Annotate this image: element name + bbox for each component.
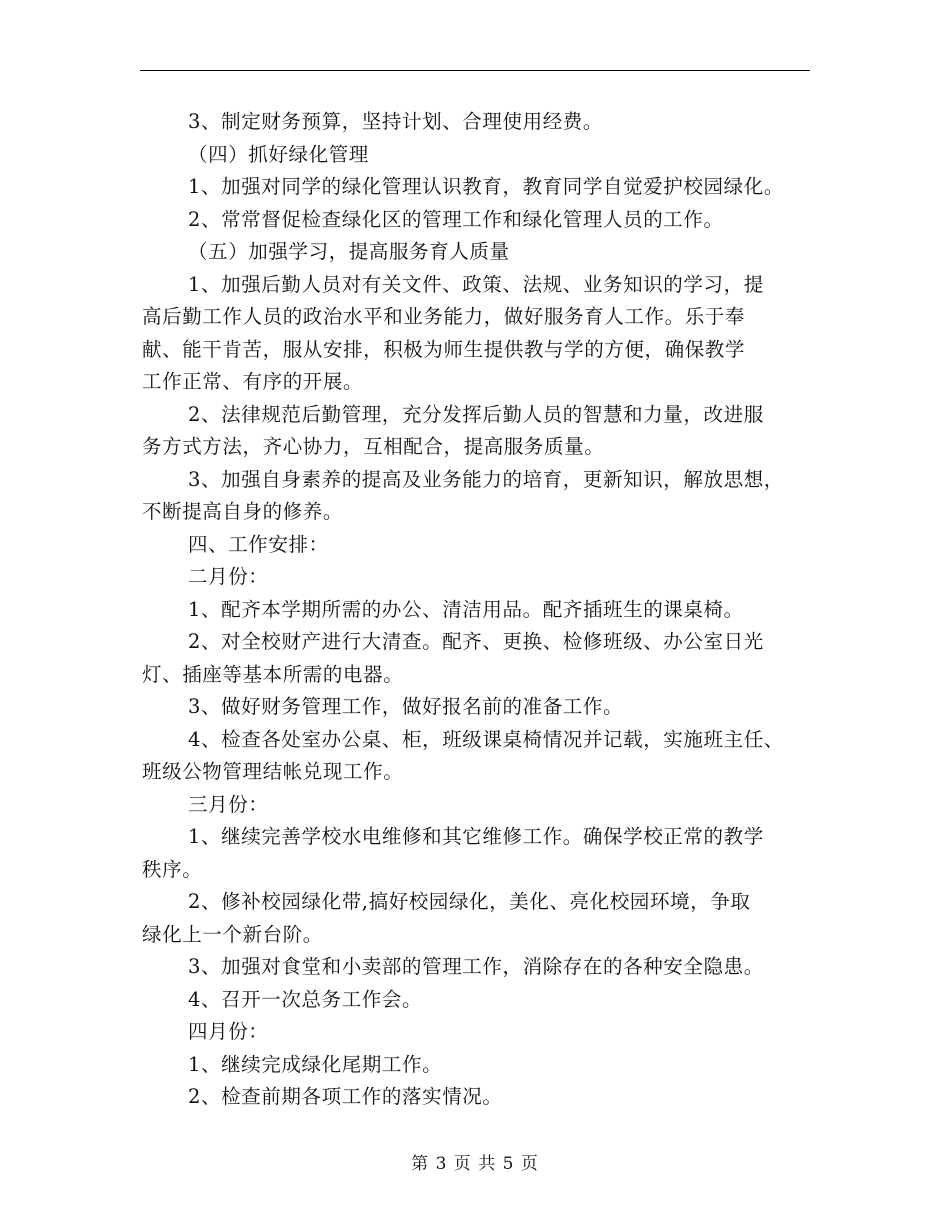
paragraph-line-indented: 3、加强对食堂和小卖部的管理工作，消除存在的各种安全隐患。 bbox=[188, 955, 764, 978]
paragraph-line-indented: 二月份： bbox=[188, 565, 269, 588]
paragraph-line-indented: 4、召开一次总务工作会。 bbox=[188, 987, 423, 1011]
paragraph-line: 工作正常、有序的开展。 bbox=[142, 370, 364, 393]
header-rule bbox=[140, 70, 810, 71]
paragraph-line-indented: 2、检查前期各项工作的落实情况。 bbox=[188, 1085, 503, 1108]
paragraph-line-indented: 三月份： bbox=[188, 792, 269, 816]
paragraph-line-indented: 2、常常督促检查绿化区的管理工作和绿化管理人员的工作。 bbox=[188, 207, 724, 231]
paragraph-line: 灯、插座等基本所需的电器。 bbox=[142, 662, 404, 686]
paragraph-line: 务方式方法，齐心协力，互相配合，提高服务质量。 bbox=[142, 435, 605, 458]
paragraph-line-indented: 2、法律规范后勤管理，充分发挥后勤人员的智慧和力量，改进服 bbox=[188, 402, 764, 426]
document-body bbox=[142, 106, 822, 1114]
paragraph-line-indented: 四、工作安排： bbox=[188, 532, 329, 556]
paragraph-line: 高后勤工作人员的政治水平和业务能力，做好服务育人工作。乐于奉 bbox=[142, 305, 746, 328]
paragraph-line: 班级公物管理结帐兑现工作。 bbox=[142, 760, 404, 783]
paragraph-line-indented: 1、继续完成绿化尾期工作。 bbox=[188, 1052, 443, 1076]
paragraph-line-indented: 四月份： bbox=[188, 1020, 269, 1043]
paragraph-line-indented: 1、加强后勤人员对有关文件、政策、法规、业务知识的学习，提 bbox=[188, 272, 764, 296]
paragraph-line-indented: 2、修补校园绿化带,搞好校园绿化，美化、亮化校园环境，争取 bbox=[188, 890, 751, 913]
paragraph-line-indented: 3、做好财务管理工作，做好报名前的准备工作。 bbox=[188, 695, 624, 718]
paragraph-line-indented: 4、检查各处室办公桌、柜，班级课桌椅情况并记载，实施班主任、 bbox=[188, 727, 784, 751]
paragraph-line-indented: 3、加强自身素养的提高及业务能力的培育，更新知识，解放思想， bbox=[188, 467, 784, 491]
paragraph-line-indented: 1、继续完善学校水电维修和其它维修工作。确保学校正常的教学 bbox=[188, 825, 764, 848]
paragraph-line: 不断提高自身的修养。 bbox=[142, 500, 344, 523]
paragraph-line-indented: （四）抓好绿化管理 bbox=[188, 142, 369, 166]
paragraph-line-indented: （五）加强学习，提高服务育人质量 bbox=[188, 240, 510, 263]
paragraph-line-indented: 1、配齐本学期所需的办公、清洁用品。配齐插班生的课桌椅。 bbox=[188, 597, 744, 621]
paragraph-line: 献、能干肯苦，服从安排，积极为师生提供教与学的方便，确保教学 bbox=[142, 337, 746, 361]
paragraph-line: 秩序。 bbox=[142, 857, 203, 881]
paragraph-line-indented: 1、加强对同学的绿化管理认识教育，教育同学自觉爱护校园绿化。 bbox=[188, 175, 784, 198]
paragraph-line: 绿化上一个新台阶。 bbox=[142, 922, 323, 946]
paragraph-line-indented: 2、对全校财产进行大清查。配齐、更换、检修班级、办公室日光 bbox=[188, 630, 764, 653]
page-footer: 第 3 页 共 5 页 bbox=[411, 1154, 539, 1174]
paragraph-line-indented: 3、制定财务预算，坚持计划、合理使用经费。 bbox=[188, 110, 604, 133]
